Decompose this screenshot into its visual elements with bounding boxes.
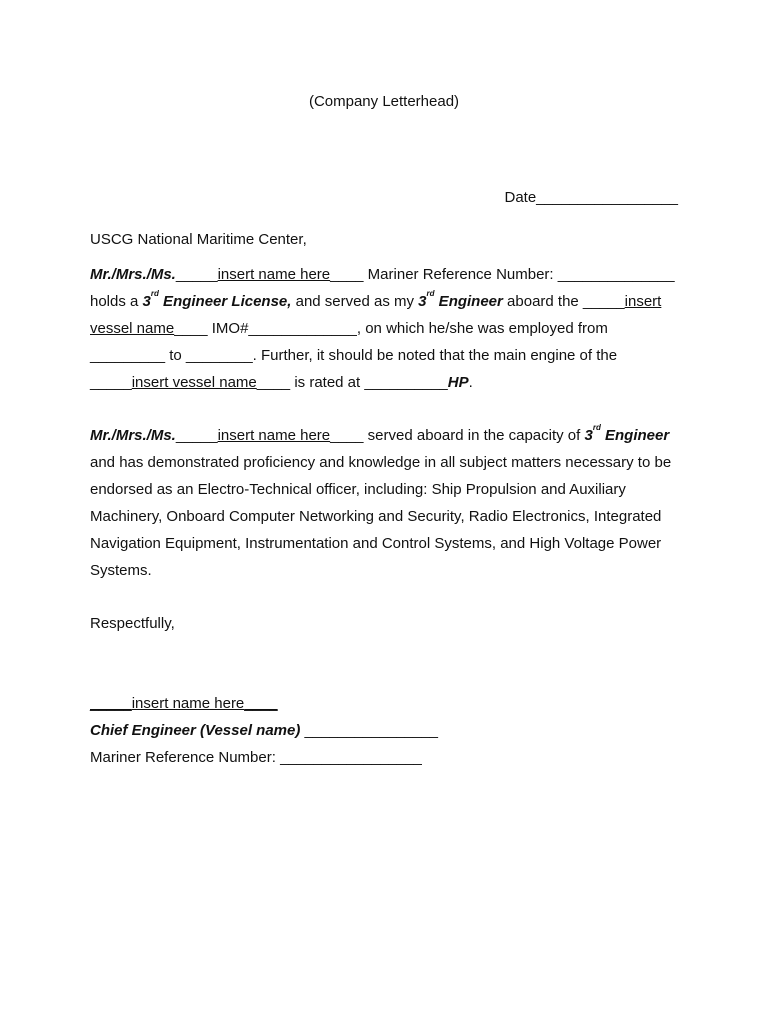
paragraph-2 [90, 422, 690, 584]
blank: _____ [175, 427, 218, 444]
salutation: Mr./Mrs./Ms. [90, 427, 176, 444]
mariner-reference-text: Mariner Reference Number: ______________ [363, 266, 675, 283]
vessel-placeholder: insert [624, 293, 662, 310]
text: served aboard in the capacity of [363, 427, 585, 444]
paragraph-1-line-1 [90, 261, 690, 288]
license-label: 3rd Engineer License, [142, 289, 292, 310]
signature-name-line [90, 690, 690, 717]
text: holds a [90, 293, 143, 310]
blank: _____ [175, 266, 218, 283]
blank: ____ [244, 695, 278, 712]
date-line: Date_________________ [504, 189, 678, 206]
paragraph-1-line-4: _________ to ________. Further, it should be noted that the main engine of the [90, 347, 618, 364]
blank: ____ [330, 427, 364, 444]
vessel-placeholder: vessel name [90, 320, 175, 337]
closing-line: Respectfully, [90, 615, 175, 632]
blank: ________________ [300, 722, 439, 739]
text: ____ IMO#_____________, on which he/she was employed from [174, 320, 608, 337]
salutation: Mr./Mrs./Ms. [90, 266, 176, 283]
chief-engineer-title: Chief Engineer (Vessel name) [90, 722, 301, 739]
engineer-label: 3rd Engineer [418, 289, 503, 310]
name-placeholder: insert name here [217, 266, 331, 283]
paragraph-1-line-3 [90, 315, 690, 342]
blank: ____ [330, 266, 364, 283]
hp-unit: HP [447, 374, 469, 391]
blank: _____ [90, 374, 132, 391]
engineer-label: 3rd Engineer [584, 423, 670, 444]
paragraph-2-line-5: Navigation Equipment, Instrumentation and Control Systems, and High Voltage Power [90, 535, 662, 552]
company-letterhead: (Company Letterhead) [308, 93, 460, 110]
name-placeholder: insert name here [131, 695, 245, 712]
paragraph-2-line-2: and has demonstrated proficiency and knowledge in all subject matters necessary to be [90, 454, 672, 471]
signature-title-line [90, 717, 690, 744]
paragraph-1 [90, 261, 690, 396]
paragraph-2-line-1 [90, 422, 690, 449]
recipient-line: USCG National Maritime Center, [90, 231, 307, 248]
name-placeholder: insert name here [217, 427, 331, 444]
text: and served as my [291, 293, 419, 310]
paragraph-1-line-5: _____insert vessel name____ is rated at __________HP. [90, 374, 473, 391]
signature-block [90, 690, 690, 771]
blank: _____ [90, 695, 132, 712]
text: ____ is rated at __________ [256, 374, 448, 391]
text: aboard the _____ [502, 293, 625, 310]
paragraph-1-line-2 [90, 288, 690, 315]
signature-mrn-line: Mariner Reference Number: _________________ [90, 749, 422, 766]
vessel-placeholder: insert vessel name [131, 374, 257, 391]
paragraph-2-line-3: endorsed as an Electro-Technical officer, including: Ship Propulsion and Auxiliary [90, 481, 626, 498]
paragraph-2-line-6: Systems. [90, 562, 152, 579]
paragraph-2-line-4: Machinery, Onboard Computer Networking and Security, Radio Electronics, Integrated [90, 508, 662, 525]
